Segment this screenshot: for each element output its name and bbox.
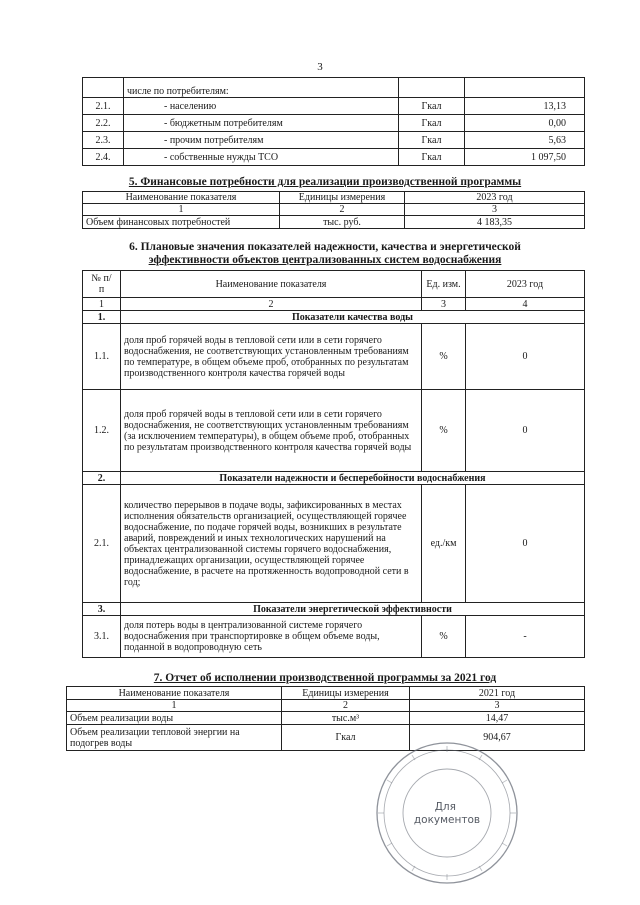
group-title: Показатели качества воды	[121, 311, 585, 324]
col-number: 2	[282, 700, 410, 712]
table-row	[83, 216, 585, 229]
row-name: - населению	[124, 98, 399, 115]
group-row	[83, 311, 585, 324]
row-value	[465, 78, 585, 98]
col-number: 3	[422, 298, 466, 311]
section-6-title-line-1: 6. Плановые значения показателей надежности, качества и энергетической	[129, 241, 521, 253]
col-number: 3	[405, 204, 585, 216]
row-unit: Гкал	[399, 115, 465, 132]
row-number: 1.2.	[83, 390, 121, 472]
table-row	[83, 115, 585, 132]
col-header-year: 2021 год	[410, 687, 585, 700]
col-number: 2	[280, 204, 405, 216]
page-number: 3	[317, 61, 323, 73]
group-row	[83, 472, 585, 485]
stamp-text: Для	[434, 801, 456, 813]
col-number: 3	[410, 700, 585, 712]
row-value: 4 183,35	[405, 216, 585, 229]
row-name: количество перерывов в подаче воды, зафиксированных в местах исполнения обязательств организацией, осуществляющей горячее водоснабжение, по подаче горячей воды, возникших в результате аварий, повреждений и иных технологических нарушений на объектах централизованной системы горячего водоснабжения, принадлежащих организации, осуществляющей горячее водоснабжение, в расчете на протяженность водопроводной сети в год;	[121, 485, 422, 603]
row-unit: тыс.м³	[282, 712, 410, 725]
row-number: 3.1.	[83, 616, 121, 658]
col-header-unit: Единицы измерения	[282, 687, 410, 700]
table-header-row	[83, 192, 585, 204]
col-header-unit: Ед. изм.	[422, 271, 466, 298]
col-number: 1	[83, 298, 121, 311]
col-header-unit: Единицы измерения	[280, 192, 405, 204]
group-row	[83, 603, 585, 616]
group-number: 3.	[83, 603, 121, 616]
row-value: 904,67	[410, 725, 585, 751]
row-unit: Гкал	[282, 725, 410, 751]
table-row	[83, 78, 585, 98]
row-unit: Гкал	[399, 132, 465, 149]
row-name: доля проб горячей воды в тепловой сети или в сети горячего водоснабжения, не соответствующих установленным требованиям (за исключением температуры), в общем объеме проб, отобранных по результатам производственного контроля качества горячей воды	[121, 390, 422, 472]
row-name: доля проб горячей воды в тепловой сети или в сети горячего водоснабжения, не соответствующих установленным требованиям по температуре, в общем объеме проб, отобранных по результатам производственного контроля качества горячей воды	[121, 324, 422, 390]
table-header-row	[83, 271, 585, 298]
table-row	[83, 485, 585, 603]
group-title: Показатели энергетической эффективности	[121, 603, 585, 616]
consumption-table	[82, 77, 585, 166]
table-number-row	[83, 298, 585, 311]
indicators-table	[82, 270, 585, 658]
table-row	[83, 324, 585, 390]
row-name: Объем финансовых потребностей	[83, 216, 280, 229]
row-unit: тыс. руб.	[280, 216, 405, 229]
row-name: - бюджетным потребителям	[124, 115, 399, 132]
col-header-num: № п/п	[83, 271, 121, 298]
table-row	[83, 98, 585, 115]
table-header-row	[67, 687, 585, 700]
row-value: 14,47	[410, 712, 585, 725]
row-unit: Гкал	[399, 149, 465, 166]
row-number: 2.4.	[83, 149, 124, 166]
row-value: 0	[466, 485, 585, 603]
col-number: 2	[121, 298, 422, 311]
row-number: 1.1.	[83, 324, 121, 390]
col-header-name: Наименование показателя	[121, 271, 422, 298]
row-unit: ед./км	[422, 485, 466, 603]
col-header-name: Наименование показателя	[67, 687, 282, 700]
col-header-year: 2023 год	[405, 192, 585, 204]
row-value: 0,00	[465, 115, 585, 132]
row-name: - собственные нужды ТСО	[124, 149, 399, 166]
table-number-row	[67, 700, 585, 712]
row-value: 5,63	[465, 132, 585, 149]
row-value: 1 097,50	[465, 149, 585, 166]
col-header-name: Наименование показателя	[83, 192, 280, 204]
section-5-title: 5. Финансовые потребности для реализации производственной программы	[128, 176, 522, 188]
row-unit: %	[422, 390, 466, 472]
row-name: Объем реализации тепловой энергии на подогрев воды	[67, 725, 282, 751]
row-number: 2.2.	[83, 115, 124, 132]
row-number	[83, 78, 124, 98]
row-number: 2.1.	[83, 485, 121, 603]
section-6-title-line-2: эффективности объектов централизованных систем водоснабжения	[148, 254, 502, 266]
row-name: числе по потребителям:	[124, 78, 399, 98]
row-value: 13,13	[465, 98, 585, 115]
row-unit: Гкал	[399, 98, 465, 115]
official-stamp	[372, 738, 522, 888]
financial-needs-table	[82, 191, 585, 229]
table-number-row	[83, 204, 585, 216]
row-number: 2.3.	[83, 132, 124, 149]
row-name: доля потерь воды в централизованной системе горячего водоснабжения при транспортировке в общем объеме воды, поданной в водопроводную сеть	[121, 616, 422, 658]
table-row	[67, 712, 585, 725]
row-name: - прочим потребителям	[124, 132, 399, 149]
col-number: 1	[67, 700, 282, 712]
table-row	[83, 390, 585, 472]
row-value: -	[466, 616, 585, 658]
col-header-year: 2023 год	[466, 271, 585, 298]
group-number: 1.	[83, 311, 121, 324]
section-6-title	[60, 241, 590, 267]
row-value: 0	[466, 390, 585, 472]
row-unit: %	[422, 616, 466, 658]
table-row	[83, 616, 585, 658]
row-name: Объем реализации воды	[67, 712, 282, 725]
row-unit: %	[422, 324, 466, 390]
group-number: 2.	[83, 472, 121, 485]
col-number: 4	[466, 298, 585, 311]
col-number: 1	[83, 204, 280, 216]
svg-text:Для документов: Для документов	[413, 801, 481, 826]
row-value: 0	[466, 324, 585, 390]
table-row	[83, 132, 585, 149]
row-number: 2.1.	[83, 98, 124, 115]
row-unit	[399, 78, 465, 98]
table-row	[83, 149, 585, 166]
section-7-title: 7. Отчет об исполнении производственной программы за 2021 год	[153, 672, 497, 684]
group-title: Показатели надежности и бесперебойности водоснабжения	[121, 472, 585, 485]
